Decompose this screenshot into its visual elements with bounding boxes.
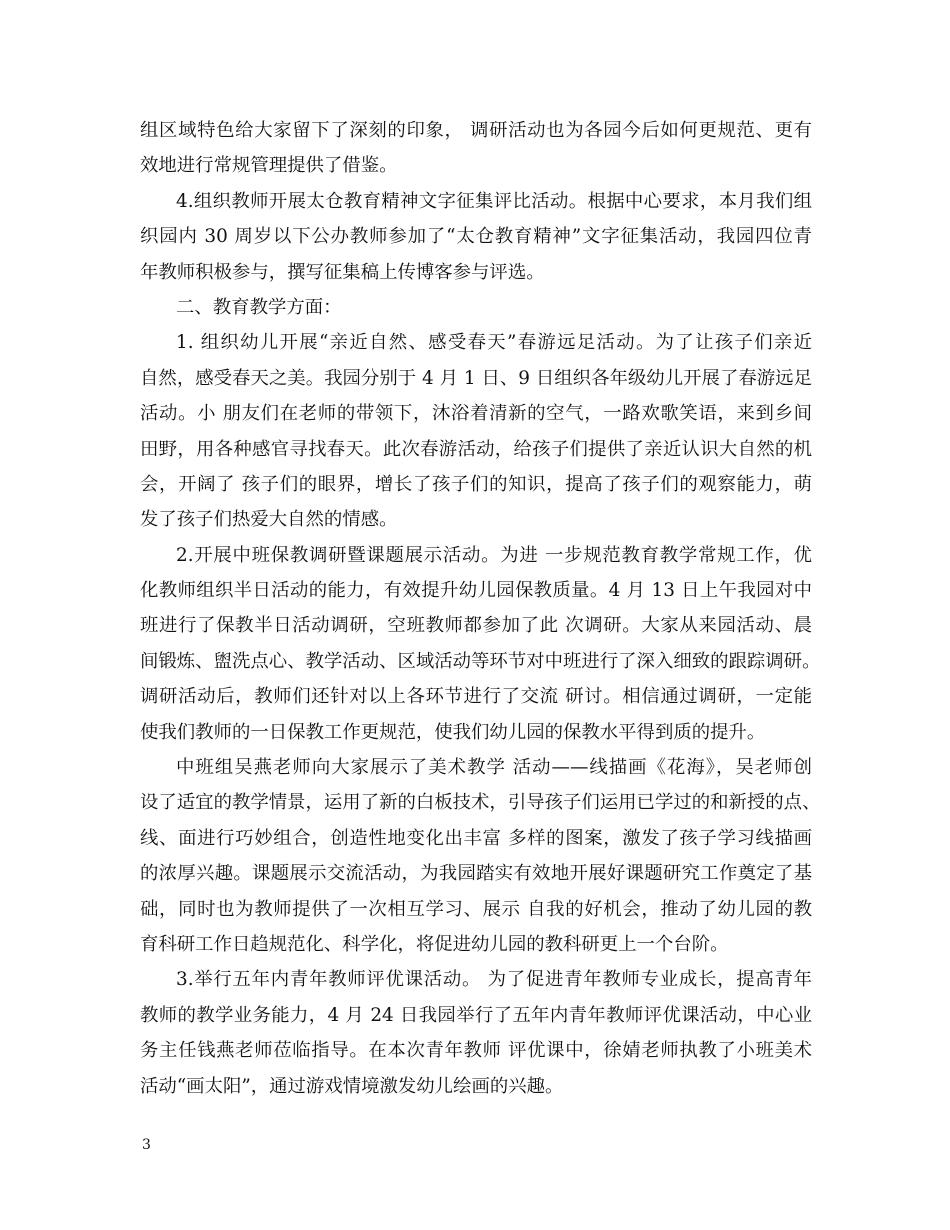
document-body [140,113,821,1104]
text-line: 设了适宜的教学情景，运用了新的白板技术，引导孩子们运用已学过的和新授的点、 [140,792,821,814]
text-line: 织园内 30 周岁以下公办教师参加了“太仓教育精神”文字征集活动，我园四位青 [140,226,812,248]
text-line: 教师的教学业务能力，4 月 24 日我园举行了五年内青年教师评优课活动，中心业 [140,1004,812,1026]
text-line: 效地进行常规管理提供了借鉴。 [140,155,398,177]
text-line: 使我们教师的一日保教工作更规范，使我们幼儿园的保教水平得到质的提升。 [140,721,766,743]
text-line: 2.开展中班保教调研暨课题展示活动。为进 一步规范教育教学常规工作，优 [176,544,812,566]
text-line: 自然，感受春天之美。我园分别于 4 月 1 日、9 日组织各年级幼儿开展了春游远足 [140,367,812,389]
text-line: 中班组吴燕老师向大家展示了美术教学 活动——线描画《花海》，吴老师创 [176,757,812,779]
text-line: 线、面进行巧妙组合，创造性地变化出丰富 多样的图案，激发了孩子学习线描画 [140,827,812,849]
text-line: 活动。小 朋友们在老师的带领下，沐浴着清新的空气，一路欢歌笑语，来到乡间 [140,403,812,425]
text-line: 班进行了保教半日活动调研，空班教师都参加了此 次调研。大家从来园活动、晨 [140,615,812,637]
text-line: 化教师组织半日活动的能力，有效提升幼儿园保教质量。4 月 13 日上午我园对中 [140,580,812,602]
text-line: 组区域特色给大家留下了深刻的印象， 调研活动也为各园今后如何更规范、更有 [140,120,812,141]
text-line: 础，同时也为教师提供了一次相互学习、展示 自我的好机会，推动了幼儿园的教 [140,898,812,920]
text-line: 1. 组织幼儿开展“亲近自然、感受春天”春游远足活动。为了让孩子们亲近 [176,332,812,354]
text-line: 4.组织教师开展太仓教育精神文字征集评比活动。根据中心要求，本月我们组 [176,190,812,212]
text-line: 的浓厚兴趣。课题展示交流活动，为我园踏实有效地开展好课题研究工作奠定了基 [140,863,812,885]
text-line: 活动“画太阳”，通过游戏情境激发幼儿绘画的兴趣。 [140,1075,564,1097]
text-line: 发了孩子们热爱大自然的情感。 [140,509,398,531]
page-number: 3 [142,1137,151,1153]
text-line: 调研活动后，教师们还针对以上各环节进行了交流 研讨。相信通过调研，一定能 [140,686,812,708]
text-line: 3.举行五年内青年教师评优课活动。 为了促进青年教师专业成长，提高青年 [176,969,812,991]
text-line: 会，开阔了 孩子们的眼界，增长了孩子们的知识，提高了孩子们的观察能力，萌 [140,473,812,495]
text-line: 间锻炼、盥洗点心、教学活动、区域活动等环节对中班进行了深入细致的跟踪调研。 [140,650,821,672]
text-line: 田野，用各种感官寻找春天。此次春游活动，给孩子们提供了亲近认识大自然的机 [140,438,812,460]
text-line: 务主任钱燕老师莅临指导。在本次青年教师 评优课中，徐婧老师执教了小班美术 [140,1040,812,1062]
text-line: 育科研工作日趋规范化、科学化，将促进幼儿园的教科研更上一个台阶。 [140,933,729,955]
section-heading: 二、教育教学方面： [176,296,342,318]
text-line: 年教师积极参与，撰写征集稿上传博客参与评选。 [140,261,545,283]
